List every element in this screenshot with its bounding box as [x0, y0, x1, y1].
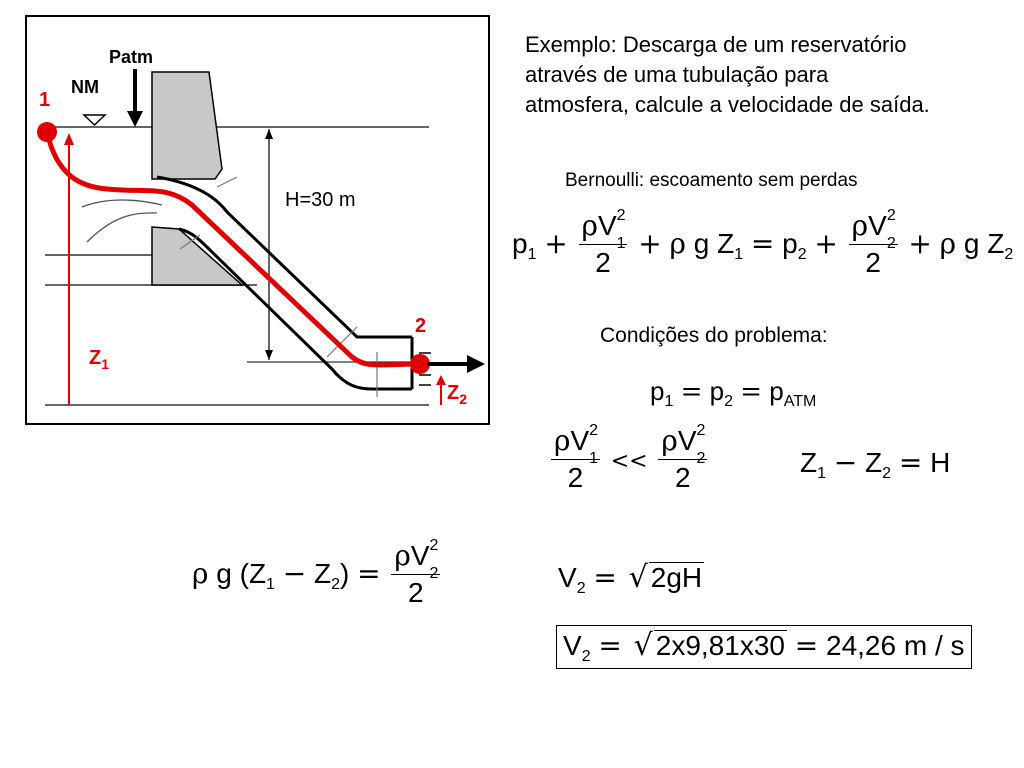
eq-v: V — [563, 630, 582, 661]
eq-sub: 1 — [664, 393, 674, 410]
dam-lower-block — [152, 227, 242, 285]
eq-z: Z — [717, 227, 735, 259]
height-arrow-top-icon — [265, 129, 273, 139]
eq-sub: 1 — [527, 245, 537, 263]
point-1-marker — [37, 122, 57, 142]
eq-v: V — [410, 540, 430, 571]
eq-sub: 2 — [797, 245, 807, 263]
z2-sub: 2 — [459, 391, 468, 407]
kinetic-term-2 — [391, 537, 440, 611]
height-arrow-bottom-icon — [265, 350, 273, 360]
patm-arrow-head-icon — [127, 111, 143, 127]
point-1-label: 1 — [39, 89, 51, 111]
eq-paren: ( — [239, 557, 249, 589]
sqrt-argument: 2x9,81x30 — [655, 630, 785, 661]
frac-num — [849, 207, 898, 252]
eq-sq: 2 — [696, 422, 706, 439]
eq-sub: 1 — [616, 235, 626, 252]
eq-op: + — [544, 226, 568, 260]
eq-p: p — [782, 227, 798, 259]
eq-sub: 1 — [817, 465, 827, 482]
v-stack — [570, 422, 599, 467]
pipe-joint — [217, 177, 237, 187]
eq-sq: 2 — [886, 207, 896, 224]
energy-balance-equation — [192, 537, 443, 611]
bernoulli-equation — [512, 207, 1014, 281]
eq-sub: 2 — [331, 575, 340, 593]
eq-g: g — [693, 227, 710, 259]
eq-z: Z — [987, 227, 1005, 259]
eq-z: Z — [800, 447, 818, 478]
kinetic-term-2 — [849, 207, 898, 281]
z1-label — [89, 347, 109, 372]
z1-base: Z — [89, 347, 102, 369]
statement-line-1: Exemplo: Descarga de um reservatório — [525, 32, 907, 57]
kinetic-comparison — [548, 422, 710, 496]
eq-op: − — [282, 556, 307, 590]
eq-op: + — [638, 226, 662, 260]
eq-op: + — [814, 226, 838, 260]
eq-h: H — [930, 447, 951, 478]
eq-v: V — [677, 425, 697, 456]
eq-v: V — [570, 425, 590, 456]
eq-rho: ρ — [851, 209, 869, 242]
frac-den: 2 — [595, 247, 611, 278]
eq-rho: ρ — [394, 539, 411, 572]
eq-op: = — [898, 446, 923, 479]
frac-num — [551, 422, 600, 467]
kinetic-term-1 — [551, 422, 600, 496]
eq-sub: 2 — [724, 393, 734, 410]
eq-op: − — [833, 446, 858, 479]
frac-num — [658, 422, 707, 467]
exit-arrow-head-icon — [467, 355, 485, 373]
velocity-result-box — [556, 625, 972, 669]
eq-sub: 2 — [1004, 245, 1014, 263]
reservoir-diagram — [25, 15, 490, 425]
eq-sub: 1 — [266, 575, 275, 593]
eq-rho: ρ — [669, 226, 686, 260]
eq-sub: 2 — [882, 465, 892, 482]
statement-line-3: atmosfera, calcule a velocidade de saída. — [525, 92, 930, 117]
bernoulli-subtitle: Bernoulli: escoamento sem perdas — [565, 170, 858, 191]
eq-op: = — [750, 226, 775, 260]
example-statement — [525, 30, 1015, 120]
eq-op: = — [593, 561, 617, 594]
eq-v: V — [558, 562, 577, 593]
eq-g: g — [963, 227, 980, 259]
eq-sub: 1 — [589, 450, 599, 467]
v-stack — [597, 207, 626, 252]
pressure-condition — [650, 376, 816, 411]
eq-z: Z — [248, 557, 267, 589]
eq-v: V — [868, 210, 887, 241]
eq-sub: 1 — [734, 245, 744, 263]
eq-op: = — [794, 629, 819, 662]
frac-num — [579, 207, 628, 252]
eq-op: = — [357, 556, 381, 590]
eq-op: << — [610, 448, 648, 474]
v-stack — [868, 207, 896, 252]
eq-z: Z — [865, 447, 883, 478]
velocity-result: 24,26 m / s — [826, 630, 965, 661]
frac-den: 2 — [567, 462, 584, 493]
eq-p: p — [709, 376, 725, 406]
eq-sq: 2 — [589, 422, 599, 439]
dam-upper-block — [152, 72, 222, 179]
eq-rho: ρ — [581, 209, 598, 242]
eq-rho: ρ — [939, 226, 957, 260]
eq-sub: 2 — [429, 565, 439, 582]
eq-op: = — [598, 629, 622, 662]
eq-op: = — [740, 377, 763, 407]
kinetic-term-1 — [579, 207, 628, 281]
streamline-2 — [87, 213, 157, 242]
eq-v: V — [597, 210, 617, 241]
eq-paren: ) — [340, 557, 350, 589]
v-stack — [410, 537, 439, 582]
streamline-1 — [82, 200, 162, 207]
eq-p: p — [512, 227, 528, 259]
eq-p: p — [650, 376, 665, 406]
point-2-label: 2 — [415, 315, 427, 337]
frac-den: 2 — [865, 247, 881, 278]
z2-label — [447, 382, 467, 407]
eq-sq: 2 — [429, 537, 439, 554]
z1-arrow-head-icon — [64, 133, 74, 145]
kinetic-term-2 — [658, 422, 707, 496]
sqrt-icon: √ — [633, 628, 653, 663]
eq-z: Z — [313, 557, 332, 589]
eq-p: p — [769, 376, 784, 406]
eq-rho: ρ — [192, 556, 209, 590]
pipe-joint — [327, 327, 357, 357]
patm-label: Patm — [109, 47, 154, 67]
flow-path — [47, 132, 420, 365]
eq-sub: ATM — [783, 393, 817, 410]
eq-op: = — [680, 377, 703, 407]
eq-sub: 2 — [696, 450, 706, 467]
eq-sub: 2 — [581, 648, 591, 665]
sqrt-argument: 2gH — [650, 562, 703, 593]
eq-sq: 2 — [616, 207, 626, 224]
frac-num — [391, 537, 440, 582]
z1-sub: 1 — [101, 356, 110, 372]
eq-g: g — [216, 557, 232, 589]
velocity-formula — [558, 560, 704, 598]
frac-den: 2 — [408, 577, 424, 608]
eq-rho: ρ — [554, 424, 571, 457]
nm-label: NM — [71, 77, 99, 97]
sqrt-icon: √ — [628, 560, 648, 595]
height-condition — [800, 446, 950, 483]
conditions-label: Condições do problema: — [600, 324, 828, 347]
frac-den: 2 — [675, 462, 691, 493]
z2-base: Z — [447, 382, 460, 404]
eq-sub: 2 — [576, 580, 586, 597]
water-level-marker-icon — [84, 115, 105, 125]
eq-rho: ρ — [661, 424, 678, 457]
v-stack — [677, 422, 706, 467]
statement-line-2: através de uma tubulação para — [525, 62, 829, 87]
height-label: H=30 m — [285, 189, 356, 211]
eq-op: + — [908, 226, 932, 260]
z2-arrow-head-icon — [436, 375, 446, 385]
eq-sub: 2 — [886, 235, 896, 252]
